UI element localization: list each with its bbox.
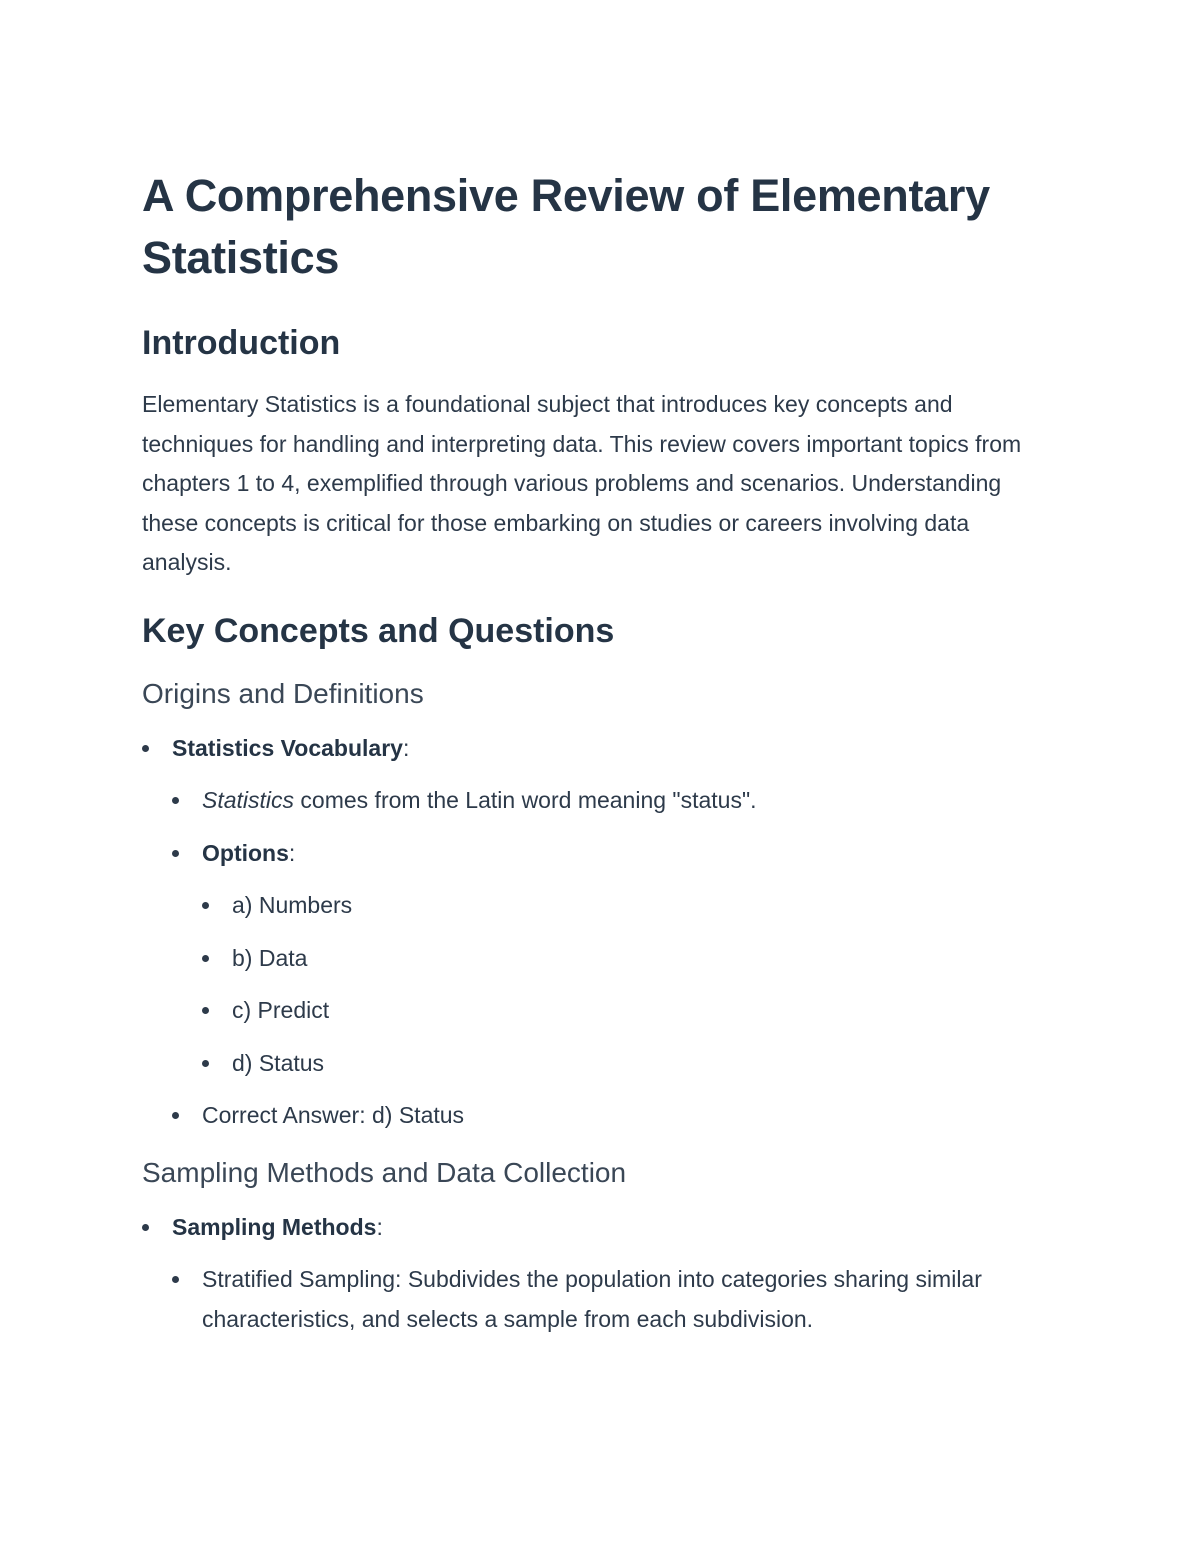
key-concepts-heading: Key Concepts and Questions xyxy=(142,611,615,650)
statistics-word: Statistics xyxy=(202,787,295,813)
introduction-heading: Introduction xyxy=(142,324,341,362)
option-b: b) Data xyxy=(232,944,308,971)
options-colon: : xyxy=(288,839,296,866)
bullet-icon xyxy=(142,1224,149,1231)
sampling-methods-label: Sampling Methods xyxy=(172,1213,377,1240)
bullet-icon xyxy=(202,955,209,962)
origins-list xyxy=(142,729,1062,1136)
list-item-sampling-methods xyxy=(142,1208,1062,1340)
vocab-sublist xyxy=(172,781,1062,1136)
list-item-stratified-sampling xyxy=(172,1260,1062,1339)
correct-answer: Correct Answer: d) Status xyxy=(202,1102,465,1128)
stratified-sampling-text: Stratified Sampling: Subdivides the population into categories sharing similar characteristics, and selects a sample from each subdivision. xyxy=(202,1266,982,1332)
option-a: a) Numbers xyxy=(232,892,353,918)
list-item-option xyxy=(202,939,1062,979)
bullet-icon xyxy=(172,1112,179,1119)
bullet-icon xyxy=(172,1276,179,1283)
introduction-paragraph: Elementary Statistics is a foundational subject that introduces key concepts and techniques for handling and interpreting data. This review covers important topics from chapters 1 to 4, exemplified through various problems and scenarios. Understanding these concepts is critical for those embarking on studies or careers involving data analysis. xyxy=(142,391,1022,575)
list-item-statistics-vocabulary xyxy=(142,729,1062,1136)
list-item-option xyxy=(202,1044,1062,1084)
list-item-options xyxy=(172,834,1062,1084)
statistics-definition: comes from the Latin word meaning "status". xyxy=(294,787,757,813)
sampling-sublist xyxy=(172,1260,1062,1339)
sampling-list xyxy=(142,1208,1062,1340)
option-d: d) Status xyxy=(232,1049,325,1076)
document-title: A Comprehensive Review of Elementary Statistics xyxy=(142,170,990,283)
origins-heading: Origins and Definitions xyxy=(142,677,424,709)
bullet-icon xyxy=(172,797,179,804)
sampling-methods-colon: : xyxy=(376,1213,383,1240)
sampling-heading: Sampling Methods and Data Collection xyxy=(142,1156,627,1188)
bullet-icon xyxy=(172,850,179,857)
bullet-icon xyxy=(142,745,149,752)
vocab-colon: : xyxy=(402,734,410,761)
list-item-option xyxy=(202,886,1062,926)
options-sublist xyxy=(202,886,1062,1083)
vocab-label: Statistics Vocabulary xyxy=(172,734,403,761)
bullet-icon xyxy=(202,902,209,909)
list-item-option xyxy=(202,991,1062,1031)
document-page xyxy=(142,165,1062,1339)
bullet-icon xyxy=(202,1060,209,1067)
list-item-statistics-definition xyxy=(172,781,1062,821)
option-c: c) Predict xyxy=(232,997,330,1023)
list-item-correct-answer xyxy=(172,1096,1062,1136)
bullet-icon xyxy=(202,1007,209,1014)
options-label: Options xyxy=(202,839,289,866)
